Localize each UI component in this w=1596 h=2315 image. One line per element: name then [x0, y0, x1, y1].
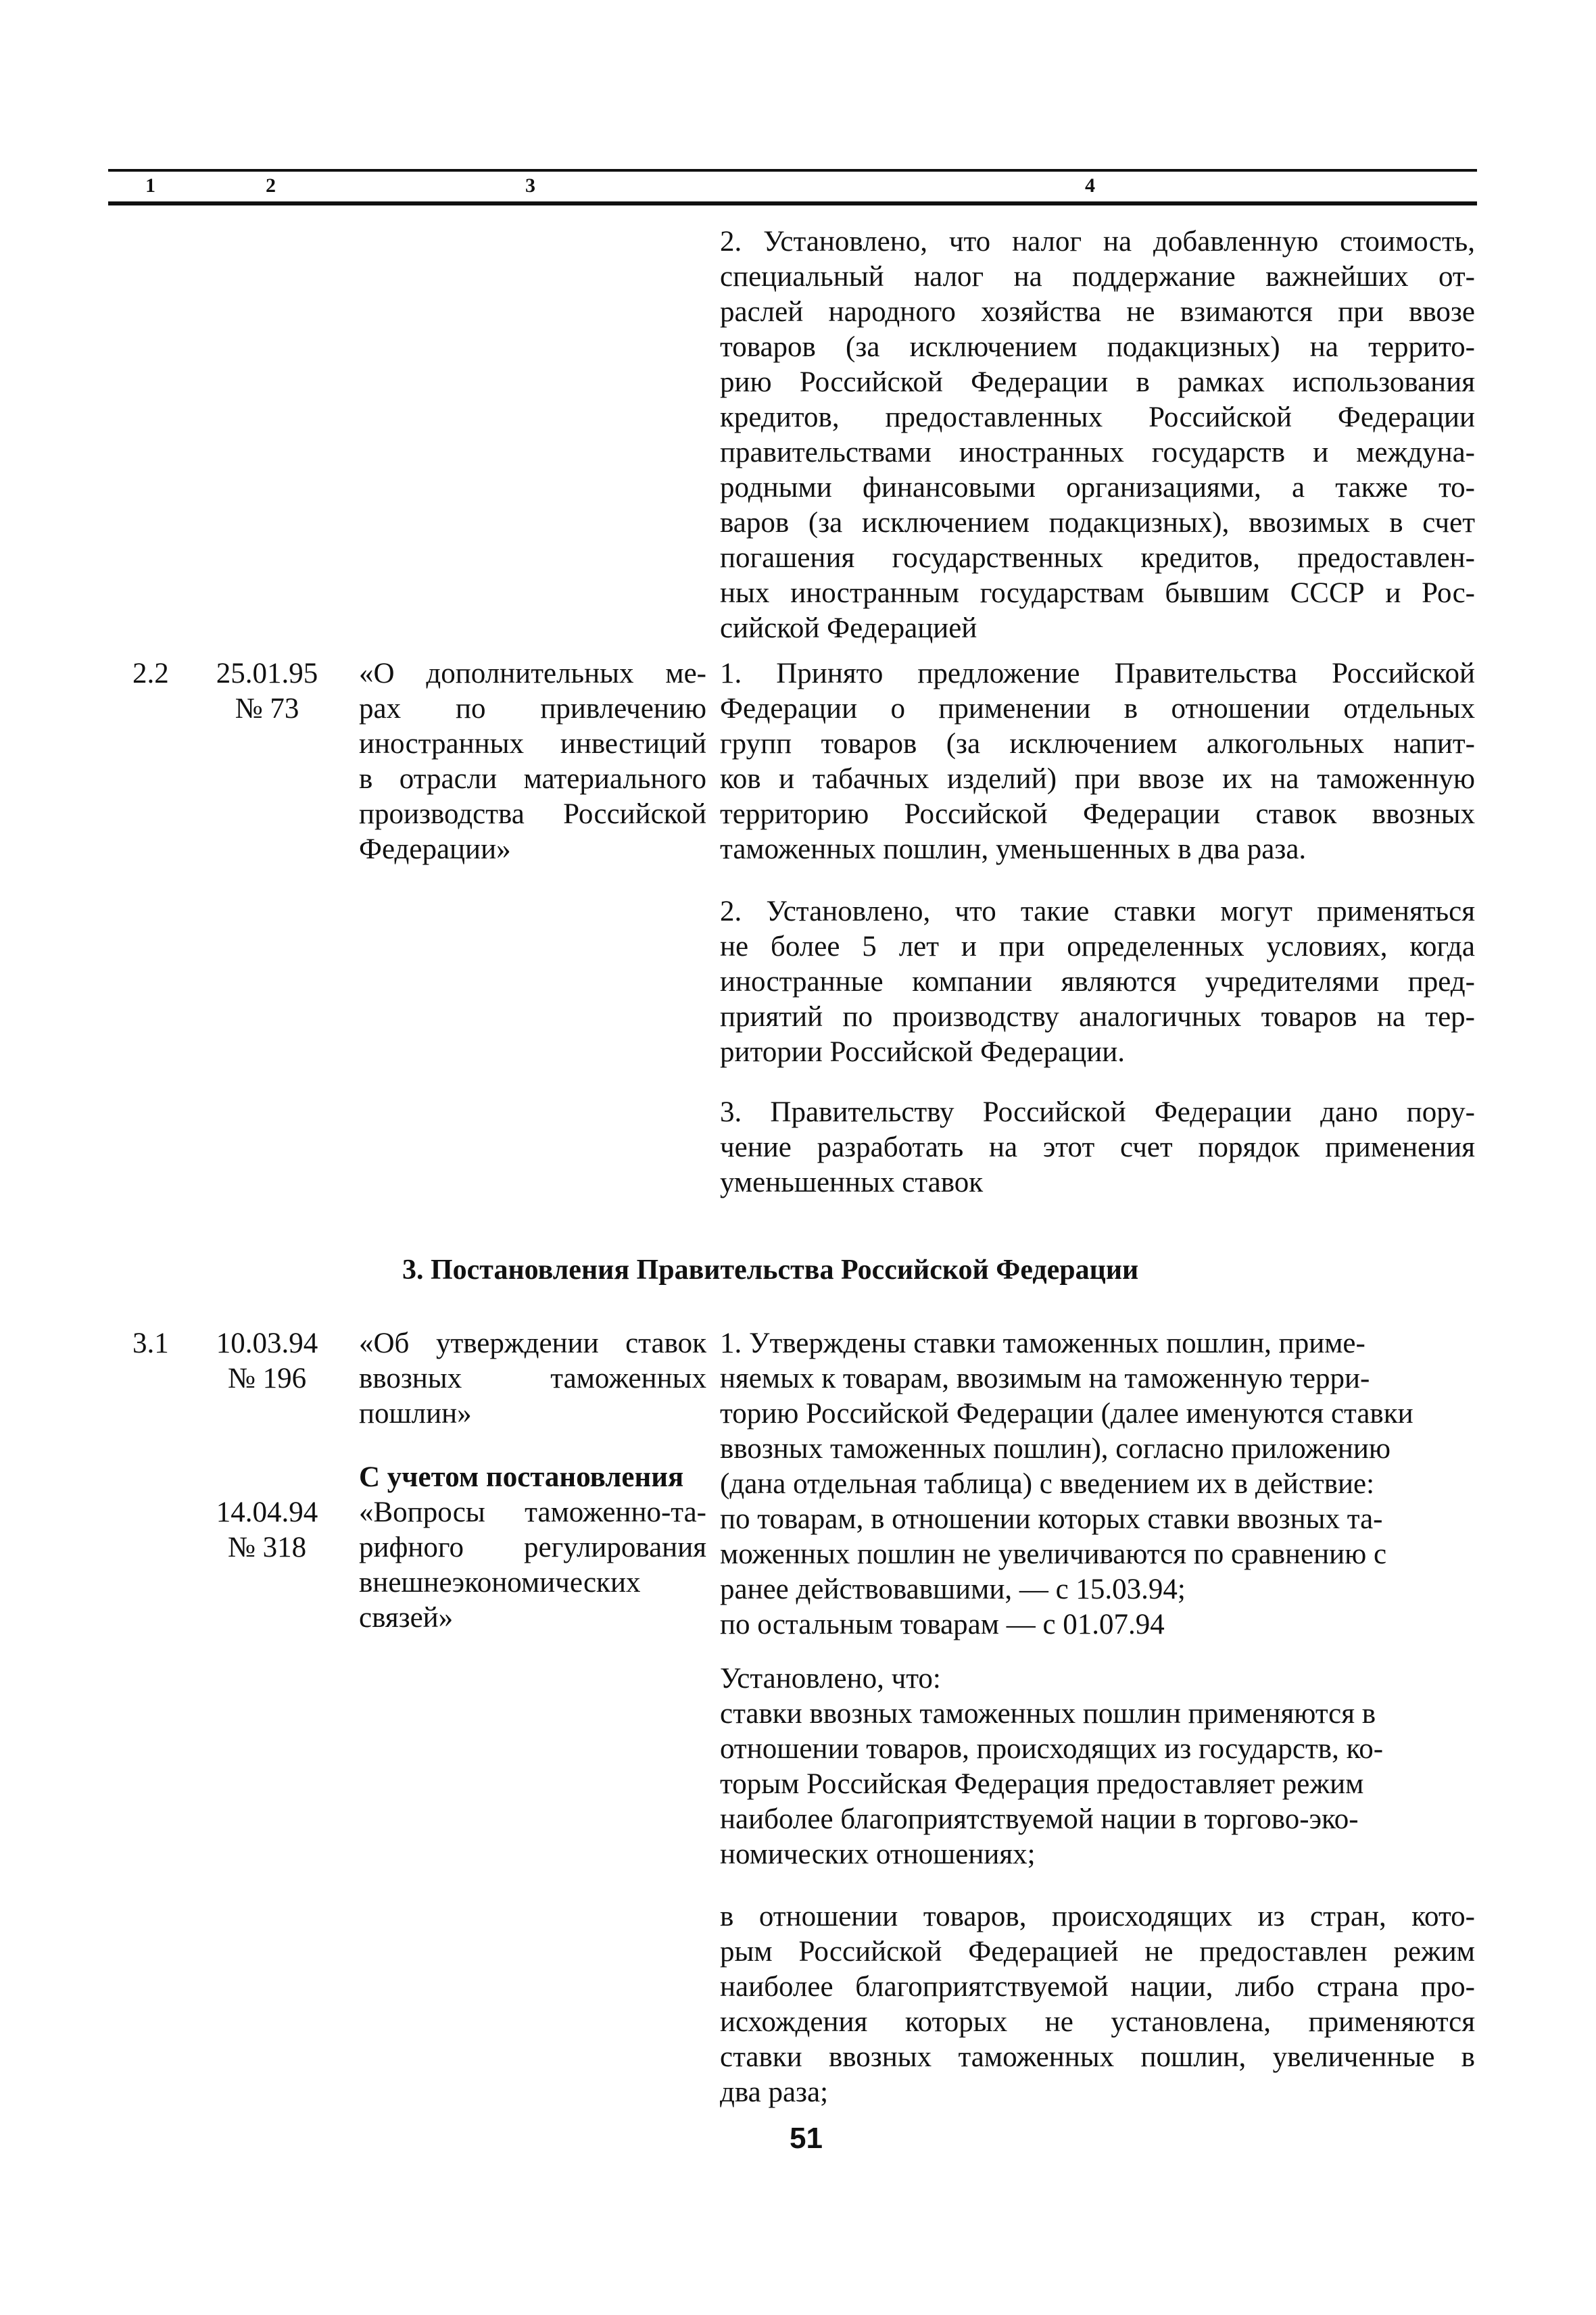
- row-number: 2.2: [132, 658, 169, 689]
- text-line: ставки ввозных таможенных пошлин применяются в: [720, 1698, 1376, 1730]
- text-line: два раза;: [720, 2076, 829, 2108]
- text-line: торию Российской Федерации (далее именуются ставки: [720, 1398, 1413, 1430]
- text-line: наиболее благоприятствуемой нации в торгово-эко-: [720, 1803, 1359, 1835]
- text-line: ранее действовавшими, — с 15.03.94;: [720, 1574, 1186, 1605]
- text-line: ков и табачных изделий) при ввозе их на таможенную: [720, 763, 1475, 795]
- text-line: ввозных таможенных пошлин), согласно приложению: [720, 1433, 1391, 1465]
- table-header-rule: [108, 201, 1477, 205]
- content-paragraph-2: [720, 894, 1475, 1070]
- text-line: производства Российской: [359, 798, 706, 830]
- text-line: погашения государственных кредитов, предоставлен-: [720, 542, 1475, 574]
- text-line: Федерации»: [359, 833, 511, 865]
- text-line: иностранных инвестиций: [359, 728, 706, 760]
- text-line: отношении товаров, происходящих из государств, ко-: [720, 1733, 1384, 1765]
- text-line: групп товаров (за исключением алкогольных напит-: [720, 728, 1475, 760]
- text-line: уменьшенных ставок: [720, 1167, 984, 1198]
- text-line: территорию Российской Федерации ставок ввозных: [720, 798, 1475, 830]
- text-line: правительствами иностранных государств и междуна-: [720, 437, 1475, 468]
- text-line: номических отношениях;: [720, 1838, 1036, 1870]
- text-line: специальный налог на поддержание важнейших от-: [720, 261, 1475, 293]
- text-line: (дана отдельная таблица) с введением их в действие:: [720, 1468, 1375, 1500]
- text-line: наиболее благоприятствуемой нации, либо страна про-: [720, 1971, 1475, 2003]
- content-paragraph-1: [720, 1326, 1475, 1642]
- text-line: «Об утверждении ставок: [359, 1327, 706, 1359]
- text-line: 2. Установлено, что налог на добавленную стоимость,: [720, 226, 1475, 258]
- amendment-title: [359, 1495, 706, 1636]
- column-number-2: 2: [266, 174, 276, 197]
- text-line: 3. Правительству Российской Федерации дано пору-: [720, 1096, 1475, 1128]
- document-number: № 196: [227, 1363, 307, 1394]
- text-line: рию Российской Федерации в рамках использования: [720, 366, 1475, 398]
- text-line: по остальным товарам — с 01.07.94: [720, 1609, 1165, 1640]
- content-paragraph-2: [720, 1661, 1475, 1872]
- text-line: ных иностранным государствам бывшим СССР и Рос-: [720, 577, 1475, 609]
- text-line: приятий по производству аналогичных товаров на тер-: [720, 1001, 1475, 1033]
- text-line: няемых к товарам, ввозимым на таможенную терри-: [720, 1363, 1370, 1394]
- column-number-3: 3: [525, 174, 535, 197]
- text-line: пошлин»: [359, 1398, 472, 1430]
- text-line: в отрасли материального: [359, 763, 706, 795]
- text-line: связей»: [359, 1602, 454, 1634]
- column-number-1: 1: [145, 174, 155, 197]
- continuation-paragraph: [720, 224, 1475, 646]
- page-number: 51: [790, 2122, 823, 2155]
- text-line: 2. Установлено, что такие ставки могут применяться: [720, 896, 1475, 927]
- text-line: 1. Утверждены ставки таможенных пошлин, приме-: [720, 1327, 1365, 1359]
- text-line: Установлено, что:: [720, 1663, 941, 1695]
- text-line: не более 5 лет и при определенных условиях, когда: [720, 931, 1475, 962]
- text-line: иностранные компании являются учредителями пред-: [720, 966, 1475, 998]
- text-line: исхождения которых не установлена, применяются: [720, 2006, 1475, 2038]
- text-line: Федерации о применении в отношении отдельных: [720, 693, 1475, 725]
- document-date: 10.03.94: [216, 1327, 318, 1359]
- amendment-label: С учетом постановления: [359, 1461, 684, 1493]
- text-line: родными финансовыми организациями, а также то-: [720, 472, 1475, 504]
- text-line: внешнеэкономических: [359, 1567, 641, 1599]
- row-number: 3.1: [132, 1327, 169, 1359]
- document-number: № 73: [235, 693, 299, 725]
- text-line: раслей народного хозяйства не взимаются при ввозе: [720, 296, 1475, 328]
- text-line: по товарам, в отношении которых ставки ввозных та-: [720, 1503, 1383, 1535]
- text-line: товаров (за исключением подакцизных) на террито-: [720, 331, 1475, 363]
- document-title: [359, 656, 706, 867]
- text-line: таможенных пошлин, уменьшенных в два раза.: [720, 833, 1307, 865]
- amendment-date: 14.04.94: [216, 1496, 318, 1528]
- text-line: рым Российской Федерацией не предоставлен режим: [720, 1936, 1475, 1968]
- amendment-number: № 318: [227, 1532, 307, 1563]
- text-line: ритории Российской Федерации.: [720, 1036, 1125, 1068]
- text-line: «Вопросы таможенно-та-: [359, 1496, 706, 1528]
- text-line: кредитов, предоставленных Российской Федерации: [720, 401, 1475, 433]
- text-line: 1. Принято предложение Правительства Российской: [720, 658, 1475, 689]
- content-paragraph-1: [720, 656, 1475, 867]
- text-line: в отношении товаров, происходящих из стран, кото-: [720, 1901, 1475, 1932]
- document-date: 25.01.95: [216, 658, 318, 689]
- content-paragraph-3: [720, 1899, 1475, 2110]
- section-heading: 3. Постановления Правительства Российской Федерации: [402, 1254, 1139, 1286]
- text-line: варов (за исключением подакцизных), ввозимых в счет: [720, 507, 1475, 539]
- text-line: рах по привлечению: [359, 693, 706, 725]
- text-line: «О дополнительных ме-: [359, 658, 706, 689]
- text-line: торым Российская Федерация предоставляет режим: [720, 1768, 1364, 1800]
- text-line: ставки ввозных таможенных пошлин, увеличенные в: [720, 2041, 1475, 2073]
- content-paragraph-3: [720, 1095, 1475, 1200]
- text-line: сийской Федерацией: [720, 612, 977, 644]
- text-line: моженных пошлин не увеличиваются по сравнению с: [720, 1538, 1387, 1570]
- column-number-4: 4: [1085, 174, 1095, 197]
- text-line: чение разработать на этот счет порядок применения: [720, 1131, 1475, 1163]
- text-line: ввозных таможенных: [359, 1363, 706, 1394]
- table-top-rule: [108, 169, 1477, 172]
- text-line: рифного регулирования: [359, 1532, 706, 1563]
- document-title: [359, 1326, 706, 1432]
